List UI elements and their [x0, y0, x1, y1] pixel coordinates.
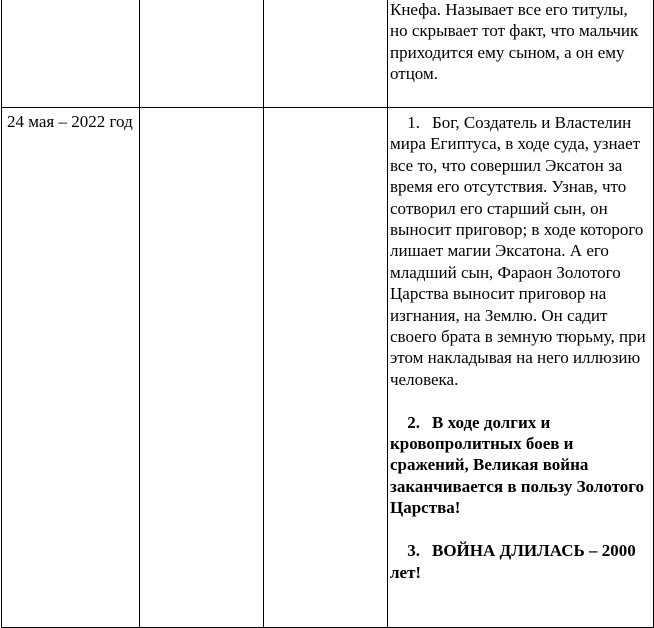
numbered-item	[390, 109, 649, 390]
empty-cell	[264, 108, 388, 628]
description-cell	[388, 108, 654, 628]
date-cell	[2, 0, 140, 108]
numbered-item	[390, 540, 649, 583]
item-text: Бог, Создатель и Властелин мира Египтуса, в ходе суда, узнает все то, что совершил Эксатон за время его отсутствия. Узнав, что сотворил его старший сын, он выносит приговор; в ходе которого лишает магии Эксатона. А его младший сын, Фараон Золотого Царства выносит приговор на изгнания, на Землю. Он садит своего брата в земную тюрьму, при этом накладывая на него иллюзию человека.	[390, 113, 646, 389]
empty-cell	[140, 0, 264, 108]
paragraph-gap	[390, 390, 649, 411]
table-row	[2, 0, 654, 108]
empty-cell	[264, 0, 388, 108]
description-cell: Кнефа. Называет все его титулы, но скрывает тот факт, что мальчик приходится ему сыном, а он ему отцом.	[388, 0, 654, 108]
numbered-item	[390, 412, 649, 519]
item-number: 1.	[407, 113, 420, 132]
item-number: 2.	[407, 412, 420, 432]
chronology-table	[1, 0, 654, 628]
date-cell: 24 мая – 2022 год	[2, 108, 140, 628]
item-text: В ходе долгих и кровопролитных боев и сражений, Великая война заканчивается в пользу Золотого Царства!	[390, 412, 645, 518]
paragraph-gap	[390, 519, 649, 540]
item-number: 3.	[407, 541, 420, 561]
table-row	[2, 108, 654, 628]
item-text: ВОЙНА ДЛИЛАСЬ – 2000 лет!	[390, 541, 636, 582]
empty-cell	[140, 108, 264, 628]
